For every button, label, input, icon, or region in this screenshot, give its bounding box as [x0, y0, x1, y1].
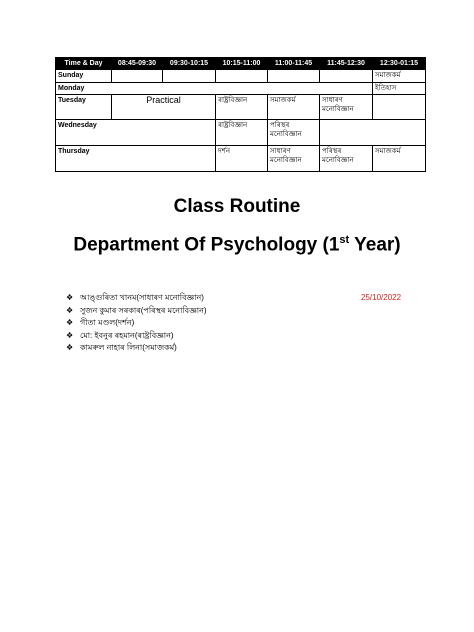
table-row-tuesday: [56, 95, 426, 120]
table-cell: ইতিহাস: [373, 83, 426, 95]
table-cell: পৰিস্থৰ মনোবিজ্ঞান: [320, 146, 373, 172]
list-item: [66, 292, 207, 305]
table-row-thursday: [56, 146, 426, 172]
table-cell: সাধাৰণ মনোবিজ্ঞান: [268, 146, 320, 172]
day-cell: Sunday: [56, 70, 112, 83]
teacher-list: [66, 292, 207, 355]
table-cell: [373, 95, 426, 120]
diamond-bullet-icon: ❖: [66, 330, 74, 340]
diamond-bullet-icon: ❖: [66, 293, 74, 302]
table-cell: সমাজকৰ্ম: [268, 95, 320, 120]
table-cell: দৰ্শন: [216, 146, 268, 172]
date-label: 25/10/2022: [361, 293, 402, 302]
department-title: [0, 234, 474, 256]
day-cell: Wednesday: [56, 120, 216, 146]
header-cell: 09:30-10:15: [163, 58, 216, 70]
day-cell: Thursday: [56, 146, 216, 172]
teacher-name: সুজন কুমাৰ সৰকাৰ(পৰিস্থৰ মনোবিজ্ঞান): [80, 305, 207, 315]
list-item: [66, 330, 207, 343]
department-title-text: Department Of Psychology (1: [73, 234, 340, 256]
department-title-end: Year): [349, 234, 401, 256]
table-header-row: [56, 58, 426, 70]
teacher-name: কামৰুল নাহাৰ লিনা(সমাজকৰ্ম): [80, 343, 177, 352]
table-cell: সমাজকৰ্ম: [373, 146, 426, 172]
list-item: [66, 305, 207, 318]
table-cell: [163, 70, 216, 83]
teacher-name: গীতা মণ্ডল(দৰ্শন): [80, 318, 135, 327]
table-cell: পৰিস্থৰ মনোবিজ্ঞান: [268, 120, 320, 146]
diamond-bullet-icon: ❖: [66, 318, 74, 327]
header-cell: 11:45-12:30: [320, 58, 373, 70]
day-cell: Monday: [56, 83, 373, 95]
list-item: [66, 342, 207, 355]
teacher-name: আঙ্গুৰিতা খানম(সাধাৰণ মনোবিজ্ঞান): [80, 293, 204, 302]
list-item: [66, 317, 207, 330]
header-cell: 11:00-11:45: [268, 58, 320, 70]
ordinal-suffix: st: [339, 234, 350, 246]
header-cell: 10:15-11:00: [216, 58, 268, 70]
page-title: Class Routine: [173, 196, 301, 217]
table-cell: ৰাষ্ট্ৰবিজ্ঞান: [216, 120, 268, 146]
table-row-wednesday: [56, 120, 426, 146]
table-cell: [112, 70, 163, 83]
day-cell: Tuesday: [56, 95, 112, 120]
routine-table: [55, 57, 426, 172]
teacher-name: মো: ইবনুৰ ৰহমান(ৰাষ্ট্ৰবিজ্ঞান): [80, 330, 174, 340]
table-cell: সাধাৰণ মনোবিজ্ঞান: [320, 95, 373, 120]
table-cell: সমাজকৰ্ম: [373, 70, 426, 83]
diamond-bullet-icon: ❖: [66, 343, 74, 352]
table-cell: [320, 70, 373, 83]
header-cell: 08:45-09:30: [112, 58, 163, 70]
header-cell: 12:30-01:15: [373, 58, 426, 70]
table-row-sunday: [56, 70, 426, 83]
diamond-bullet-icon: ❖: [66, 305, 74, 315]
table-cell: [320, 120, 426, 146]
table-cell: ৰাষ্ট্ৰবিজ্ঞান: [216, 95, 268, 120]
header-cell: Time & Day: [56, 58, 112, 70]
table-row-monday: [56, 83, 426, 95]
table-cell: [216, 70, 268, 83]
practical-cell: Practical: [112, 95, 216, 120]
table-cell: [268, 70, 320, 83]
